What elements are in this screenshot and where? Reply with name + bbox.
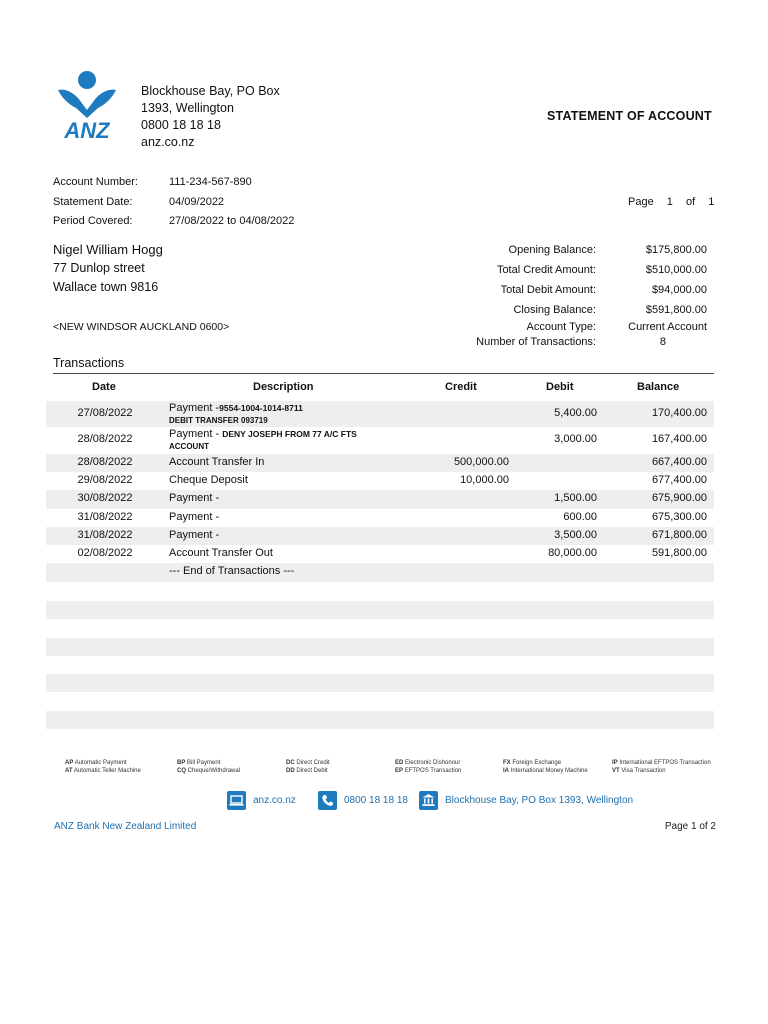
row-debit: 80,000.00	[548, 547, 597, 559]
row-date: 31/08/2022	[77, 511, 133, 523]
row-date: 30/08/2022	[77, 492, 133, 504]
anz-logo	[54, 68, 120, 140]
opening-balance: $175,800.00	[645, 244, 707, 256]
row-description	[169, 402, 429, 427]
legend-item: VT Visa Transaction	[612, 768, 666, 774]
page-of-label: of	[685, 196, 696, 208]
row-balance: 675,900.00	[651, 492, 707, 504]
customer-street: 77 Dunlop street	[53, 261, 145, 275]
transaction-count: 8	[659, 336, 666, 348]
table-row	[46, 454, 714, 472]
period-label: Period Covered:	[53, 215, 133, 227]
table-row	[46, 401, 714, 427]
legend-item: FX Foreign Exchange	[503, 760, 562, 766]
transactions-title: Transactions	[53, 356, 125, 370]
legend-column	[612, 759, 711, 775]
row-description: Account Transfer Out	[169, 547, 273, 559]
row-description	[169, 428, 429, 453]
legend-item: AP Automatic Payment	[65, 760, 127, 766]
blank-row	[46, 601, 714, 619]
row-date: 28/08/2022	[77, 433, 133, 445]
legend-column	[503, 759, 588, 775]
divider	[53, 373, 714, 374]
header-description: Description	[253, 381, 314, 393]
legend-item: IP International EFTPOS Transaction	[612, 760, 711, 766]
table-row	[46, 490, 714, 509]
legend-item: EP EFTPOS Transaction	[395, 768, 462, 774]
opening-balance-label: Opening Balance:	[508, 244, 596, 256]
bank-address-line: Blockhouse Bay, PO Box	[141, 84, 280, 98]
total-debit-label: Total Debit Amount:	[500, 284, 596, 296]
table-row-end	[46, 563, 714, 582]
bank-website: anz.co.nz	[141, 135, 195, 149]
row-description: Account Transfer In	[169, 456, 265, 468]
page-number: 1	[666, 196, 673, 208]
row-description: Payment -	[169, 492, 220, 504]
customer-name: Nigel William Hogg	[53, 242, 163, 257]
legend-item: DD Direct Debit	[286, 768, 328, 774]
bank-phone: 0800 18 18 18	[141, 118, 221, 132]
legend-column	[177, 759, 240, 775]
account-type-label: Account Type:	[526, 321, 596, 333]
row-balance: 667,400.00	[651, 456, 707, 468]
phone-icon	[318, 791, 337, 810]
row-description-text: Payment -	[169, 402, 220, 414]
total-debit: $94,000.00	[651, 284, 707, 296]
bank-address-line: 1393, Wellington	[141, 101, 234, 115]
bank-address	[141, 83, 280, 151]
company-name: ANZ Bank New Zealand Limited	[54, 821, 197, 832]
row-date: 28/08/2022	[77, 456, 133, 468]
table-row	[46, 472, 714, 490]
account-number-label: Account Number:	[53, 176, 138, 188]
page-indicator	[628, 196, 714, 208]
row-credit: 500,000.00	[453, 456, 509, 468]
legend-column	[286, 759, 330, 775]
row-debit: 5,400.00	[554, 407, 597, 419]
legend-item: IA International Money Machine	[503, 768, 588, 774]
header-credit: Credit	[445, 381, 477, 393]
row-description-ref: DENY JOSEPH FROM 77 A/C FTS	[222, 429, 357, 439]
total-credit-label: Total Credit Amount:	[496, 264, 596, 276]
row-description: Cheque Deposit	[169, 474, 248, 486]
statement-date-label: Statement Date:	[53, 196, 133, 208]
row-date: 29/08/2022	[77, 474, 133, 486]
row-date: 31/08/2022	[77, 529, 133, 541]
period-covered: 27/08/2022 to 04/08/2022	[169, 215, 295, 227]
row-balance: 675,300.00	[651, 511, 707, 523]
statement-title: STATEMENT OF ACCOUNT	[547, 109, 712, 123]
header-date: Date	[92, 381, 116, 393]
svg-text:ANZ: ANZ	[64, 118, 110, 140]
total-credit: $510,000.00	[645, 264, 707, 276]
row-debit: 1,500.00	[554, 492, 597, 504]
row-balance: 167,400.00	[651, 433, 707, 445]
row-date: 27/08/2022	[77, 407, 133, 419]
row-balance: 591,800.00	[651, 547, 707, 559]
legend-item: CQ Cheque/Withdrawal	[177, 768, 241, 774]
account-number: 111-234-567-890	[169, 176, 252, 188]
legend-item: ED Electronic Dishonour	[395, 760, 461, 766]
closing-balance-label: Closing Balance:	[513, 304, 596, 316]
end-of-transactions: --- End of Transactions ---	[169, 565, 295, 577]
bank-building-icon	[419, 791, 438, 810]
row-description: Payment -	[169, 511, 220, 523]
page-label: Page	[628, 196, 654, 208]
legend-item: AT Automatic Teller Machine	[65, 768, 141, 774]
row-description-sub: DEBIT TRANSFER 093719	[169, 416, 268, 425]
row-description-sub: ACCOUNT	[169, 442, 209, 451]
contact-address: Blockhouse Bay, PO Box 1393, Wellington	[445, 795, 634, 806]
table-row	[46, 427, 714, 454]
row-credit: 10,000.00	[460, 474, 509, 486]
row-balance: 677,400.00	[651, 474, 707, 486]
transaction-count-label: Number of Transactions:	[476, 336, 596, 348]
legend-item: BP Bill Payment	[177, 760, 221, 766]
row-description-text: Payment -	[169, 428, 220, 440]
blank-row	[46, 711, 714, 729]
row-debit: 3,500.00	[554, 529, 597, 541]
table-row	[46, 509, 714, 527]
legend-column	[65, 759, 141, 775]
table-row	[46, 545, 714, 563]
blank-row	[46, 674, 714, 692]
row-balance: 170,400.00	[651, 407, 707, 419]
row-debit: 600.00	[563, 511, 597, 523]
footer-page-number: Page 1 of 2	[664, 821, 716, 832]
customer-town: Wallace town 9816	[53, 280, 159, 294]
header-debit: Debit	[546, 381, 574, 393]
contact-phone[interactable]: 0800 18 18 18	[344, 795, 408, 806]
statement-date: 04/09/2022	[169, 196, 225, 208]
row-debit: 3,000.00	[554, 433, 597, 445]
header-balance: Balance	[637, 381, 680, 393]
row-balance: 671,800.00	[651, 529, 707, 541]
blank-row	[46, 638, 714, 656]
laptop-icon	[227, 791, 246, 810]
legend-column	[395, 759, 461, 775]
transactions-table	[46, 401, 714, 582]
account-type: Current Account	[628, 321, 707, 333]
table-row	[46, 527, 714, 545]
legend-item: DC Direct Credit	[286, 760, 330, 766]
closing-balance: $591,800.00	[645, 304, 707, 316]
page-total: 1	[708, 196, 715, 208]
row-description: Payment -	[169, 529, 220, 541]
row-date: 02/08/2022	[77, 547, 133, 559]
row-description-ref: 9554-1004-1014-8711	[219, 403, 303, 413]
contact-web[interactable]: anz.co.nz	[253, 795, 296, 806]
secondary-address: <NEW WINDSOR AUCKLAND 0600>	[53, 321, 230, 333]
